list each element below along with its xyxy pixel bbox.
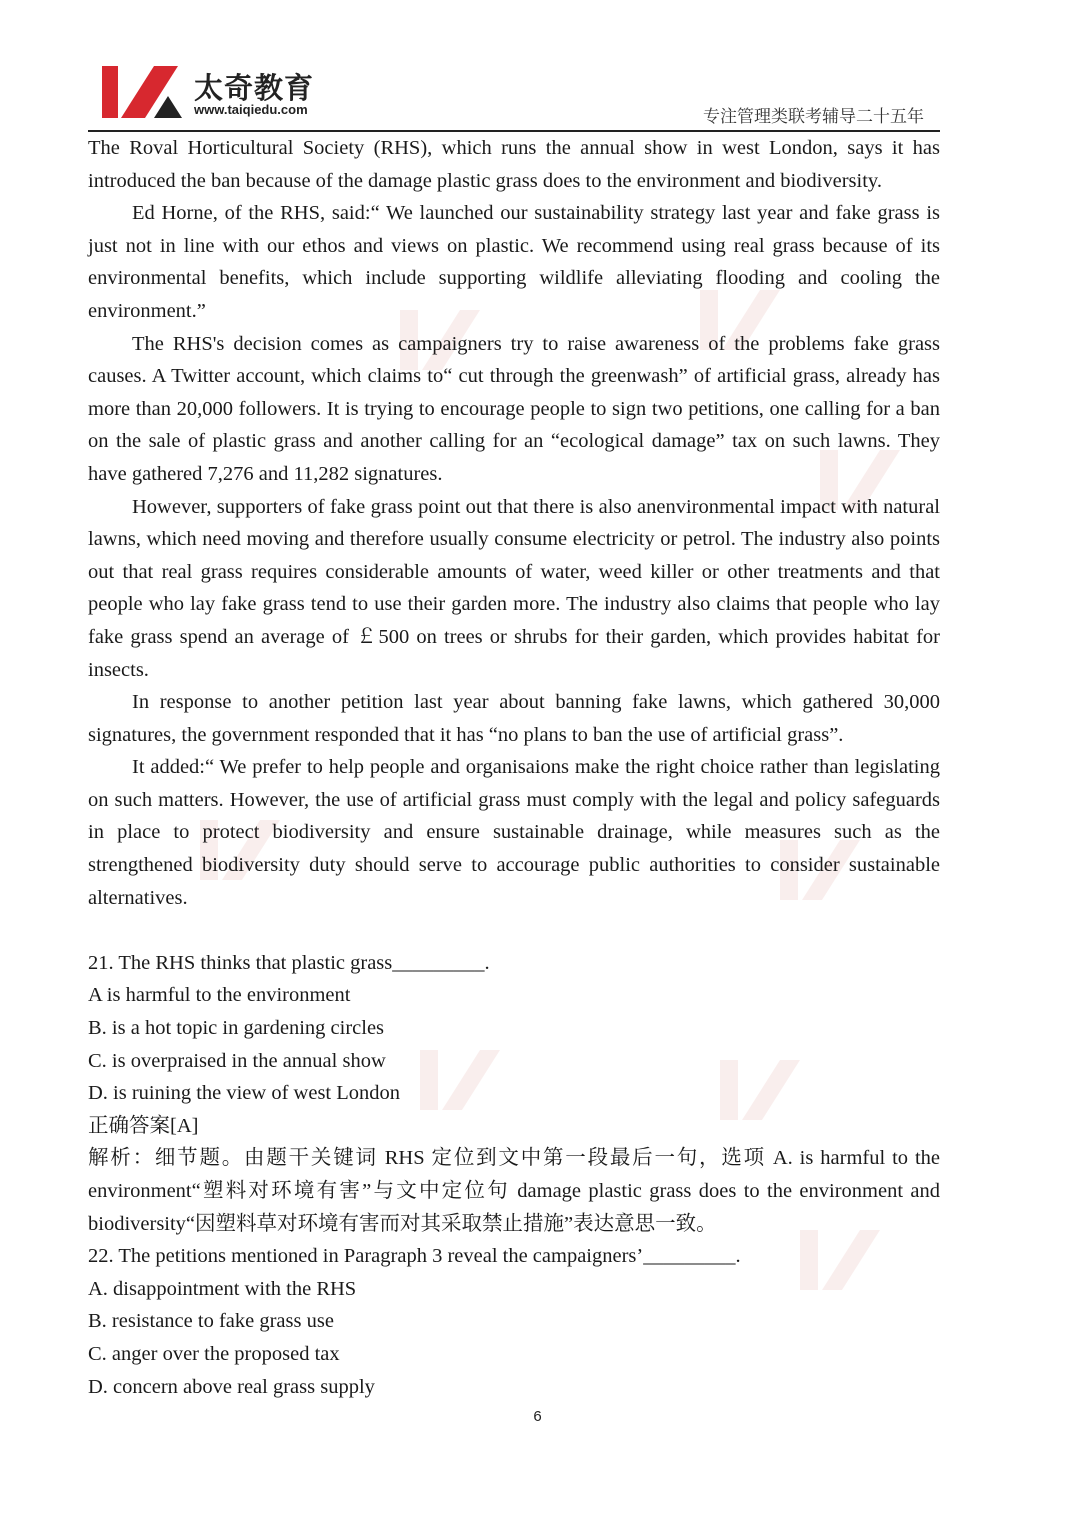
logo-url: www.taiqiedu.com bbox=[194, 102, 308, 117]
document-body bbox=[88, 132, 940, 1403]
paragraph: The RHS's decision comes as campaigners try to raise awareness of the problems fake grass causes. A Twitter account, which claims to“ cut through the greenwash” of artificial grass, already has more than 20,000 followers. It is trying to encourage people to sign two petitions, one calling for a ban on the sale of plastic grass and another calling for an “ecological damage” tax on such lawns. They have gathered 7,276 and 11,282 signatures. bbox=[88, 332, 940, 485]
page-number: 6 bbox=[533, 1408, 542, 1425]
question-22-option-b: B. resistance to fake grass use bbox=[88, 1310, 334, 1333]
paragraph: It added:“ We prefer to help people and organisaions make the right choice rather than legislating on such matters. However, the use of artificial grass must comply with the legal and policy safeguards in place to protect biodiversity and ensure sustainable drainage, while measures such as the strengthened biodiversity duty should serve to accourage public authorities to consider sustainable alternatives. bbox=[88, 756, 940, 909]
question-21-stem: 21. The RHS thinks that plastic grass_________. bbox=[88, 951, 490, 974]
paragraph: However, supporters of fake grass point out that there is also anenvironmental impact with natural lawns, which need moving and therefore usually consume electricity or petrol. The industry also points out that real grass requires considerable amounts of water, weed killer or other treatments and that people who lay fake grass tend to use their garden more. The industry also claims that people who lay fake grass spend an average of ￡500 on trees or shrubs for their garden, which provides habitat for insects. bbox=[88, 495, 940, 681]
question-21-answer: 正确答案[A] bbox=[88, 1114, 199, 1137]
paragraph: Ed Horne, of the RHS, said:“ We launched our sustainability strategy last year and fake grass is just not in line with our ethos and views on plastic. We recommend using real grass because of its environmental benefits, which include supporting wildlife alleviating flooding and cooling the environment.” bbox=[88, 202, 940, 322]
question-22-stem: 22. The petitions mentioned in Paragraph 3 reveal the campaigners’_________. bbox=[88, 1245, 741, 1268]
paragraph: In response to another petition last year about banning fake lawns, which gathered 30,000 signatures, the government responded that it has “no plans to ban the use of artificial grass”. bbox=[88, 691, 940, 746]
paragraph: The Roval Horticultural Society (RHS), which runs the annual show in west London, says it has introduced the ban because of the damage plastic grass does to the environment and biodiversity. bbox=[88, 137, 940, 192]
question-21-option-c: C. is overpraised in the annual show bbox=[88, 1049, 386, 1072]
question-22-option-a: A. disappointment with the RHS bbox=[88, 1277, 357, 1300]
question-21-analysis: 解析：细节题。由题干关键词 RHS 定位到文中第一段最后一句，选项 A. is harmful to the environment“塑料对环境有害”与文中定位句 damage plastic grass does to the environment and biodiversity“因塑料草对环境有害而对其采取禁止措施”表达意思一致。 bbox=[88, 1147, 940, 1235]
header-tagline: 专注管理类联考辅导二十五年 bbox=[703, 107, 924, 127]
logo-text: 太奇教育 bbox=[194, 71, 315, 105]
question-22-option-d: D. concern above real grass supply bbox=[88, 1375, 375, 1398]
question-22-option-c: C. anger over the proposed tax bbox=[88, 1342, 340, 1365]
logo-mark-icon bbox=[102, 66, 182, 118]
question-21-option-b: B. is a hot topic in gardening circles bbox=[88, 1017, 385, 1040]
question-21-option-a: A is harmful to the environment bbox=[88, 984, 351, 1007]
question-21-option-d: D. is ruining the view of west London bbox=[88, 1082, 401, 1105]
page-header bbox=[88, 62, 940, 132]
spacer bbox=[88, 914, 940, 947]
logo bbox=[102, 66, 342, 122]
